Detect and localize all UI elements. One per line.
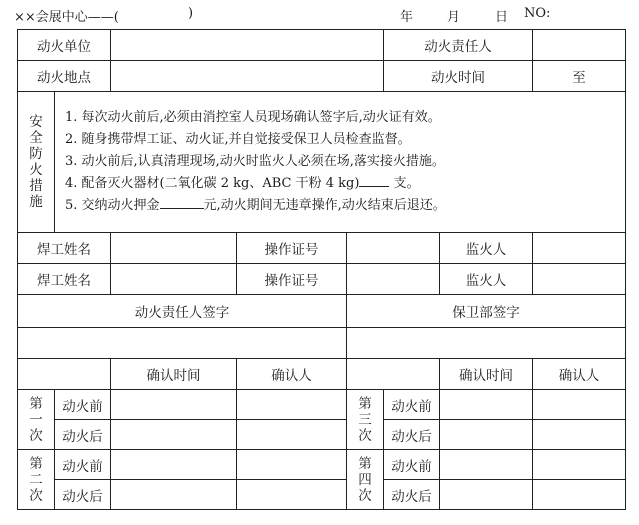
cert-number-label: 操作证号 bbox=[237, 233, 347, 264]
fire-watch-field[interactable] bbox=[533, 233, 626, 264]
cert-number-field[interactable] bbox=[347, 264, 440, 295]
confirm-time-header: 确认时间 bbox=[111, 359, 237, 390]
form-title: ××会展中心——( bbox=[14, 10, 119, 25]
confirm-person-cell[interactable] bbox=[237, 390, 347, 420]
confirm-person-header: 确认人 bbox=[533, 359, 626, 390]
confirm-header-blank bbox=[347, 359, 440, 390]
form-title-close: ) bbox=[188, 6, 194, 21]
after-work-label: 动火后 bbox=[55, 480, 111, 510]
deposit-amount-blank[interactable] bbox=[160, 196, 204, 209]
security-sign-field[interactable] bbox=[347, 328, 626, 359]
before-work-label: 动火前 bbox=[55, 450, 111, 480]
round-4-label: 第 四 次 bbox=[347, 450, 384, 510]
time-label: 动火时间 bbox=[384, 61, 533, 92]
confirm-time-header: 确认时间 bbox=[440, 359, 533, 390]
responsible-sign-field[interactable] bbox=[18, 328, 347, 359]
confirm-person-cell[interactable] bbox=[237, 450, 347, 480]
welder-name-label: 焊工姓名 bbox=[18, 264, 111, 295]
confirm-person-cell[interactable] bbox=[533, 390, 626, 420]
safety-measures-list bbox=[55, 92, 626, 233]
month-label: 月 bbox=[447, 10, 461, 25]
safety-item: 5. 交纳动火押金 元,动火期间无违章操作,动火结束后退还。 bbox=[65, 198, 446, 213]
year-label: 年 bbox=[400, 10, 414, 25]
time-field[interactable] bbox=[533, 61, 626, 92]
location-field[interactable] bbox=[111, 61, 384, 92]
before-work-label: 动火前 bbox=[384, 390, 440, 420]
day-label: 日 bbox=[495, 10, 509, 25]
confirm-time-cell[interactable] bbox=[440, 390, 533, 420]
welder-name-field[interactable] bbox=[111, 233, 237, 264]
form-header bbox=[0, 0, 639, 30]
confirm-person-cell[interactable] bbox=[237, 480, 347, 510]
welder-name-field[interactable] bbox=[111, 264, 237, 295]
confirm-time-cell[interactable] bbox=[111, 390, 237, 420]
time-to-label: 至 bbox=[572, 70, 586, 86]
confirm-time-cell[interactable] bbox=[440, 480, 533, 510]
after-work-label: 动火后 bbox=[384, 480, 440, 510]
round-2-label: 第 二 次 bbox=[18, 450, 55, 510]
fire-watch-label: 监火人 bbox=[440, 264, 533, 295]
after-work-label: 动火后 bbox=[55, 420, 111, 450]
responsible-label: 动火责任人 bbox=[384, 30, 533, 61]
fire-watch-label: 监火人 bbox=[440, 233, 533, 264]
before-work-label: 动火前 bbox=[384, 450, 440, 480]
confirm-time-cell[interactable] bbox=[440, 450, 533, 480]
safety-item: 4. 配备灭火器材(二氧化碳 2 kg、ABC 干粉 4 kg) 支。 bbox=[65, 176, 420, 191]
welder-name-label: 焊工姓名 bbox=[18, 233, 111, 264]
safety-measures-label: 安 全 防 火 措 施 bbox=[18, 92, 55, 233]
security-sign-label: 保卫部签字 bbox=[347, 295, 626, 328]
round-1-label: 第 一 次 bbox=[18, 390, 55, 450]
confirm-person-header: 确认人 bbox=[237, 359, 347, 390]
confirm-person-cell[interactable] bbox=[237, 420, 347, 450]
fire-watch-field[interactable] bbox=[533, 264, 626, 295]
confirm-time-cell[interactable] bbox=[111, 420, 237, 450]
hot-work-permit-table bbox=[17, 29, 626, 510]
confirm-person-cell[interactable] bbox=[533, 420, 626, 450]
confirm-person-cell[interactable] bbox=[533, 450, 626, 480]
cert-number-label: 操作证号 bbox=[237, 264, 347, 295]
confirm-person-cell[interactable] bbox=[533, 480, 626, 510]
extinguisher-count-blank[interactable] bbox=[359, 174, 389, 187]
confirm-time-cell[interactable] bbox=[111, 450, 237, 480]
location-label: 动火地点 bbox=[18, 61, 111, 92]
after-work-label: 动火后 bbox=[384, 420, 440, 450]
safety-item: 1. 每次动火前后,必须由消控室人员现场确认签字后,动火证有效。 bbox=[65, 110, 441, 125]
confirm-time-cell[interactable] bbox=[440, 420, 533, 450]
unit-label: 动火单位 bbox=[18, 30, 111, 61]
form-number-label: NO: bbox=[524, 6, 551, 21]
confirm-time-cell[interactable] bbox=[111, 480, 237, 510]
confirm-header-blank bbox=[18, 359, 111, 390]
safety-item: 3. 动火前后,认真清理现场,动火时监火人必须在场,落实接火措施。 bbox=[65, 154, 445, 169]
responsible-field[interactable] bbox=[533, 30, 626, 61]
cert-number-field[interactable] bbox=[347, 233, 440, 264]
unit-field[interactable] bbox=[111, 30, 384, 61]
round-3-label: 第 三 次 bbox=[347, 390, 384, 450]
responsible-sign-label: 动火责任人签字 bbox=[18, 295, 347, 328]
before-work-label: 动火前 bbox=[55, 390, 111, 420]
safety-item: 2. 随身携带焊工证、动火证,并自觉接受保卫人员检查监督。 bbox=[65, 132, 411, 147]
